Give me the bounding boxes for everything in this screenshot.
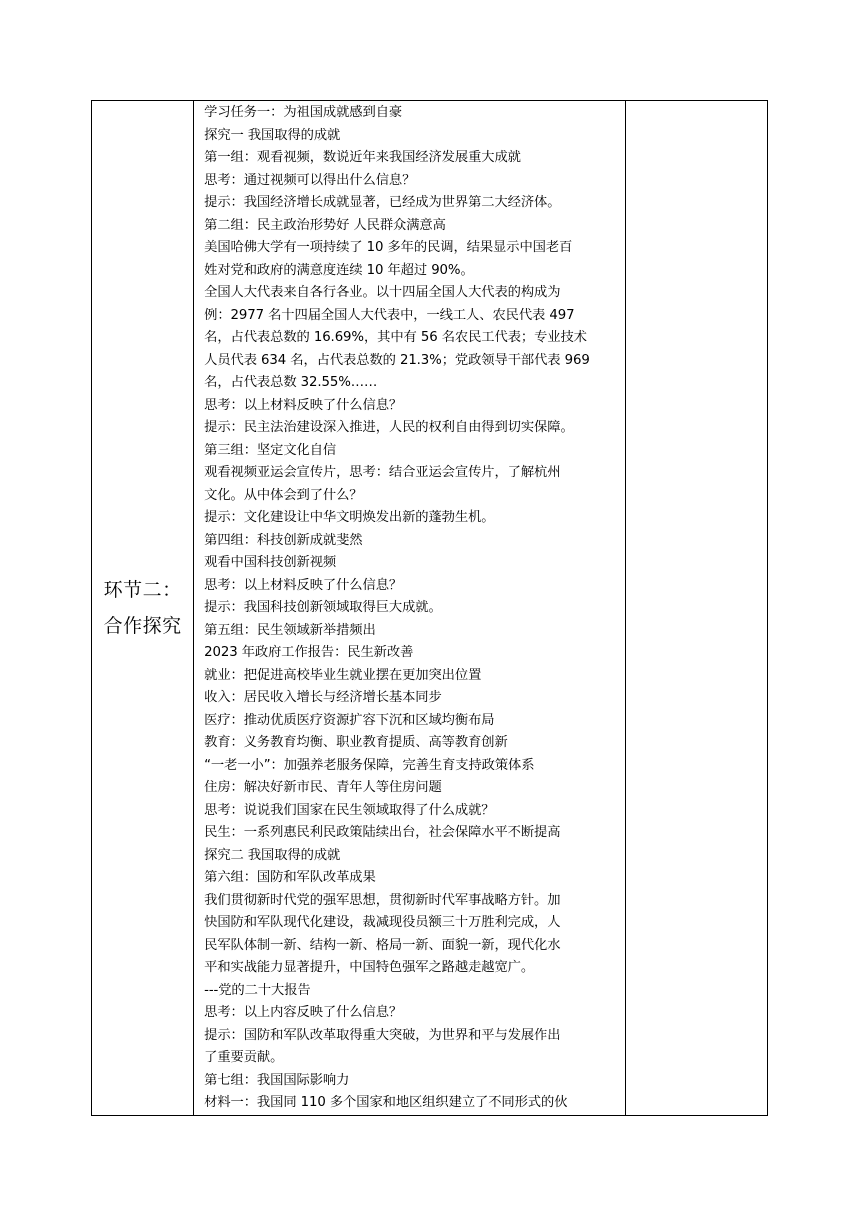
- content-line: 医疗：推动优质医疗资源扩容下沉和区域均衡布局: [204, 712, 495, 728]
- content-line: 收入：居民收入增长与经济增长基本同步: [204, 690, 442, 705]
- content-line: 住房：解决好新市民、青年人等住房问题: [204, 780, 442, 795]
- content-line: 思考：以上材料反映了什么信息？: [204, 397, 403, 413]
- content-line: 第四组：科技创新成就斐然: [204, 532, 363, 548]
- notes-cell: [625, 101, 767, 1116]
- content-line: 第一组：观看视频，数说近年来我国经济发展重大成就: [204, 150, 521, 165]
- content-line: 第二组：民主政治形势好 人民群众满意高: [204, 217, 446, 233]
- content-cell: [194, 101, 626, 1116]
- content-line: 观看视频亚运会宣传片，思考：结合亚运会宣传片，了解杭州: [204, 465, 561, 480]
- content-line: 思考：以上材料反映了什么信息？: [204, 577, 403, 593]
- content-line: 第七组：我国国际影响力: [204, 1072, 350, 1088]
- content-line: 2023 年政府工作报告：民生新改善: [204, 645, 414, 660]
- section-label-cell: [92, 101, 194, 1116]
- content-line: 提示：我国经济增长成就显著，已经成为世界第二大经济体。: [204, 195, 561, 210]
- content-line: 提示：我国科技创新领域取得巨大成就。: [204, 600, 442, 615]
- section-label-line1: 环节二：: [103, 578, 182, 601]
- content-line: 学习任务一：为祖国成就感到自豪: [204, 105, 403, 120]
- content-line: 提示：国防和军队改革取得重大突破，为世界和平与发展作出: [204, 1027, 561, 1043]
- content-line: 观看中国科技创新视频: [204, 555, 337, 570]
- content-line: 民军队体制一新、结构一新、格局一新、面貌一新，现代化水: [204, 937, 561, 953]
- content-line: 提示：文化建设让中华文明焕发出新的蓬勃生机。: [204, 510, 495, 525]
- content-line: 第三组：坚定文化自信: [204, 442, 337, 458]
- content-line: 美国哈佛大学有一项持续了 10 多年的民调，结果显示中国老百: [204, 240, 573, 255]
- content-line: 文化。从中体会到了什么？: [204, 487, 363, 503]
- content-line: 了重要贡献。: [204, 1050, 284, 1065]
- content-line: ---党的二十大报告: [204, 982, 311, 998]
- content-line: 探究一 我国取得的成就: [204, 127, 341, 143]
- lesson-table: [91, 100, 768, 1116]
- content-line: 思考：以上内容反映了什么信息？: [204, 1005, 403, 1020]
- content-line: 民生：一系列惠民利民政策陆续出台，社会保障水平不断提高: [204, 825, 561, 840]
- content-line: 思考：通过视频可以得出什么信息？: [204, 172, 416, 188]
- content-line: 快国防和军队现代化建设，裁减现役员额三十万胜利完成，人: [204, 915, 561, 930]
- content-line: 材料一：我国同 110 多个国家和地区组织建立了不同形式的伙: [204, 1095, 568, 1110]
- content-lines: [204, 102, 619, 1115]
- content-line: 就业：把促进高校毕业生就业摆在更加突出位置: [204, 667, 482, 683]
- content-line: 名，占代表总数 32.55%……: [204, 375, 378, 390]
- content-line: 探究二 我国取得的成就: [204, 847, 341, 863]
- content-line: “一老一小”：加强养老服务保障，完善生育支持政策体系: [204, 757, 535, 773]
- content-line: 平和实战能力显著提升，中国特色强军之路越走越宽广。: [204, 960, 535, 975]
- content-line: 第五组：民生领域新举措频出: [204, 622, 376, 638]
- content-line: 第六组：国防和军队改革成果: [204, 870, 376, 885]
- section-label-line2: 合作探究: [103, 614, 182, 637]
- content-line: 教育：义务教育均衡、职业教育提质、高等教育创新: [204, 735, 508, 750]
- content-line: 名，占代表总数的 16.69%，其中有 56 名农民工代表；专业技术: [204, 330, 587, 345]
- content-line: 思考：说说我们国家在民生领域取得了什么成就？: [204, 802, 495, 818]
- content-line: 提示：民主法治建设深入推进，人民的权利自由得到切实保障。: [204, 420, 574, 435]
- table-row: [92, 101, 768, 1116]
- content-line: 姓对党和政府的满意度连续 10 年超过 90%。: [204, 262, 474, 278]
- content-line: 例：2977 名十四届全国人大代表中，一线工人、农民代表 497: [204, 307, 575, 323]
- content-line: 人员代表 634 名，占代表总数的 21.3%；党政领导干部代表 969: [204, 352, 590, 368]
- content-line: 我们贯彻新时代党的强军思想，贯彻新时代军事战略方针。加: [204, 892, 561, 908]
- content-line: 全国人大代表来自各行各业。以十四届全国人大代表的构成为: [204, 285, 561, 300]
